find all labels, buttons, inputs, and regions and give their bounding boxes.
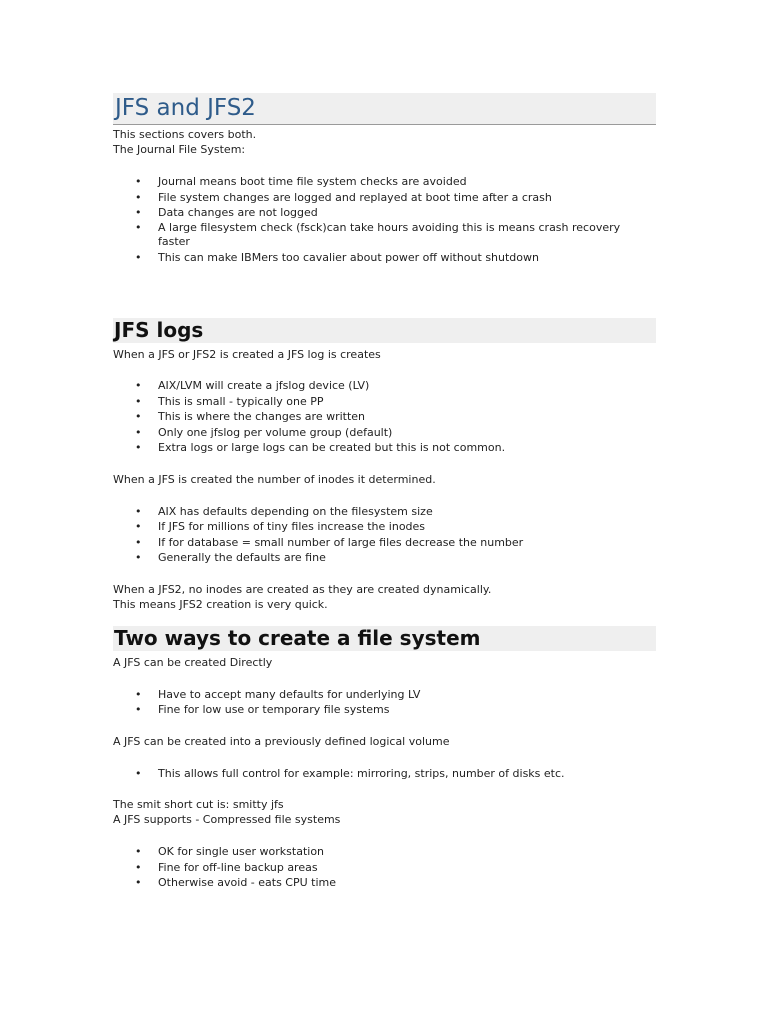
bullet-icon: • [135, 860, 142, 874]
two-ways-para-2: A JFS can be created into a previously defined logical volume [113, 734, 450, 748]
list-item: • A large filesystem check (fsck)can take hours avoiding this is means crash recovery faster [135, 220, 621, 248]
bullet-icon: • [135, 687, 142, 701]
list-item: • If for database = small number of large files decrease the number [135, 535, 524, 549]
jfslog-bullet-list [113, 378, 656, 456]
bullet-icon: • [135, 190, 142, 204]
bullet-icon: • [135, 535, 142, 549]
two-ways-para-3a: The smit short cut is: smitty jfs [113, 798, 284, 811]
bullet-icon: • [135, 175, 142, 188]
list-item: • This allows full control for example: mirroring, strips, number of disks etc. [135, 766, 565, 780]
two-ways-para-3b: A JFS supports - Compressed file systems [113, 813, 341, 826]
list-item: • OK for single user workstation [135, 845, 325, 858]
bullet-icon: • [135, 441, 142, 454]
list-item: • Extra logs or large logs can be created but this is not common. [135, 441, 506, 454]
list-item: • Have to accept many defaults for underlying LV [135, 687, 421, 701]
list-item: • Only one jfslog per volume group (default) [135, 425, 393, 439]
intro-line-1: This sections covers both. [113, 128, 257, 141]
bullet-icon: • [135, 876, 142, 889]
bullet-icon: • [135, 703, 142, 716]
bullet-icon: • [135, 394, 142, 408]
jfs-logs-para-3a: When a JFS2, no inodes are created as they are created dynamically. [113, 582, 492, 596]
list-item: • If JFS for millions of tiny files increase the inodes [135, 520, 426, 533]
list-item: • Otherwise avoid - eats CPU time [135, 876, 337, 889]
document-page [113, 93, 656, 891]
bullet-icon: • [135, 520, 142, 533]
bullet-icon: • [135, 250, 142, 264]
journal-bullet-list [113, 174, 656, 265]
heading-two-ways: Two ways to create a file system [113, 626, 656, 651]
lv-create-bullet-list [113, 766, 656, 782]
list-item: • AIX has defaults depending on the filesystem size [135, 504, 433, 518]
list-item: • Generally the defaults are fine [135, 551, 326, 564]
bullet-icon: • [135, 379, 142, 392]
bullet-icon: • [135, 766, 142, 780]
bullet-icon: • [135, 220, 142, 234]
list-item: • Fine for low use or temporary file systems [135, 703, 390, 716]
bullet-icon: • [135, 551, 142, 564]
heading-jfs-logs: JFS logs [113, 318, 656, 343]
jfs-logs-para-3b: This means JFS2 creation is very quick. [113, 597, 328, 611]
two-ways-para-1: A JFS can be created Directly [113, 655, 273, 669]
list-item: • Data changes are not logged [135, 206, 318, 219]
bullet-icon: • [135, 425, 142, 439]
bullet-icon: • [135, 206, 142, 219]
bullet-icon: • [135, 410, 142, 423]
intro-line-2: The Journal File System: [113, 143, 246, 156]
inodes-bullet-list [113, 504, 656, 566]
list-item: • AIX/LVM will create a jfslog device (LV) [135, 379, 370, 392]
list-item: • This is small - typically one PP [135, 394, 324, 408]
compressed-bullet-list [113, 844, 656, 891]
direct-create-bullet-list [113, 687, 656, 718]
list-item: • Journal means boot time file system checks are avoided [135, 175, 467, 188]
heading-jfs-and-jfs2: JFS and JFS2 [113, 93, 656, 125]
list-item: • File system changes are logged and replayed at boot time after a crash [135, 190, 552, 204]
list-item: • Fine for off-line backup areas [135, 860, 318, 874]
list-item: • This can make IBMers too cavalier about power off without shutdown [135, 250, 539, 264]
bullet-icon: • [135, 504, 142, 518]
list-item: • This is where the changes are written [135, 410, 366, 423]
bullet-icon: • [135, 845, 142, 858]
jfs-logs-para-1: When a JFS or JFS2 is created a JFS log is creates [113, 348, 381, 361]
jfs-logs-para-2: When a JFS is created the number of inodes it determined. [113, 472, 436, 486]
